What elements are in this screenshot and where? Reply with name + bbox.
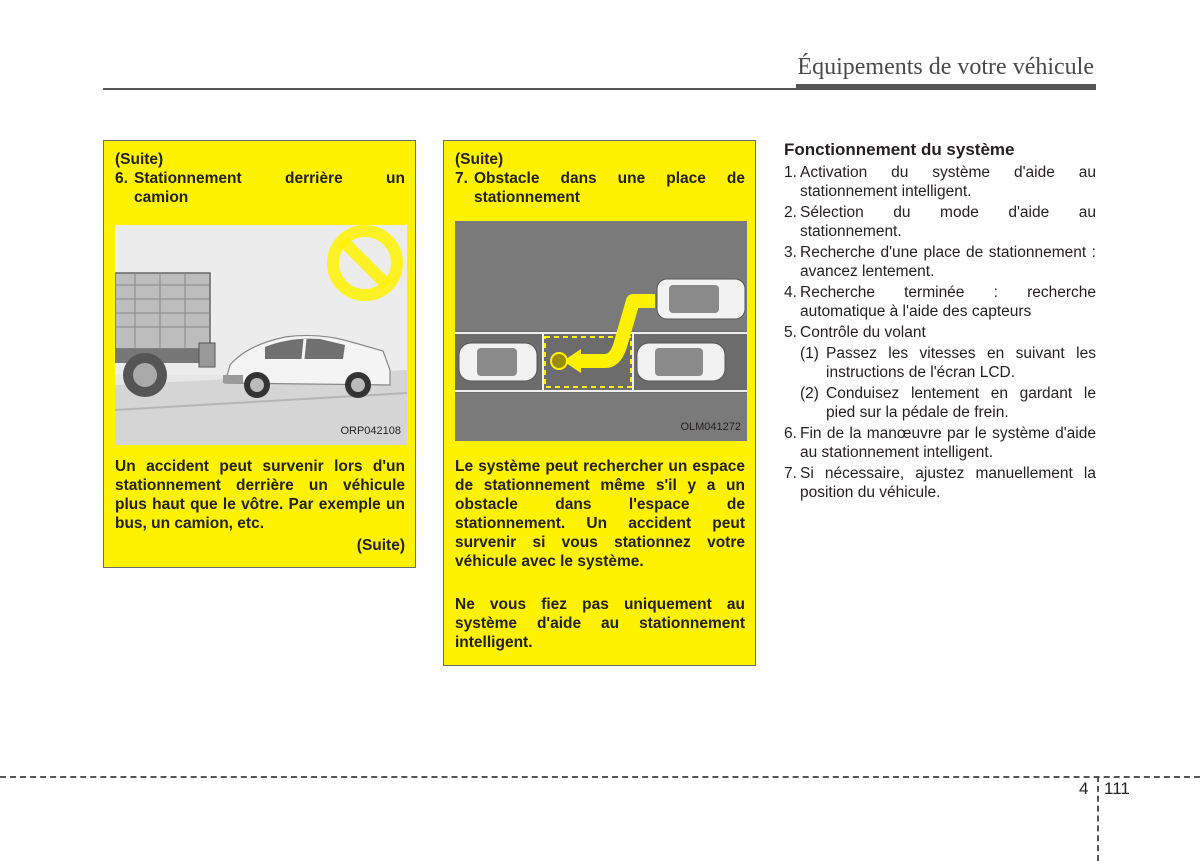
footer-divider (1097, 776, 1099, 861)
box1-suite-bottom: (Suite) (356, 537, 405, 554)
step-item (784, 163, 1096, 201)
obstacle-parking-illustration (455, 221, 747, 441)
figure-code: ORP042108 (340, 425, 401, 437)
step-item-number: 2. (784, 204, 797, 221)
box1-item-line1: Stationnement derrière un (134, 170, 405, 187)
substep-item-number: (1) (800, 345, 819, 362)
box1-suite-top: (Suite) (115, 151, 164, 168)
system-operation-section (784, 140, 1096, 504)
step-item-number: 1. (784, 164, 797, 181)
footer-rule (0, 776, 1200, 778)
step-item (784, 283, 1096, 321)
step-item-text: Si nécessaire, ajustez manuellement la position du véhicule. (800, 465, 1096, 501)
step-item (784, 243, 1096, 281)
step-item-number: 6. (784, 425, 797, 442)
step-item (784, 323, 1096, 342)
warning-box-truck (103, 140, 416, 568)
steps-list-continued (784, 424, 1096, 502)
substep-item-number: (2) (800, 385, 819, 402)
step-item (784, 464, 1096, 502)
box1-warning-text: Un accident peut survenir lors d'un stationnement derrière un véhicule plus haut que le vôtre. Par exemple un bus, un camion, etc. (115, 458, 405, 532)
steps-list (784, 163, 1096, 342)
step-item-text: Recherche terminée : recherche automatique à l'aide des capteurs (800, 284, 1096, 320)
substep-item (784, 384, 1096, 422)
box2-item-line1: Obstacle dans une place de (474, 170, 745, 187)
page-header-title: Équipements de votre véhicule (797, 54, 1094, 80)
box2-warning-text: Le système peut rechercher un espace de stationnement même s'il y a un obstacle dans l'espace de stationnement. Un accident peut survenir si vous stationnez votre véhicule avec le système. (455, 458, 745, 570)
step-item-text: Fin de la manœuvre par le système d'aide au stationnement intelligent. (800, 425, 1096, 461)
box2-item-title (455, 169, 745, 188)
step-item-number: 5. (784, 324, 797, 341)
step-item-text: Activation du système d'aide au stationnement intelligent. (800, 164, 1096, 200)
box2-warning-text-2: Ne vous fiez pas uniquement au système d'aide au stationnement intelligent. (455, 596, 745, 651)
step-item-text: Contrôle du volant (800, 324, 926, 341)
step-item-number: 3. (784, 244, 797, 261)
step-item (784, 203, 1096, 241)
box1-item-line2: camion (134, 189, 189, 206)
header-rule-accent (796, 84, 1096, 90)
step-item-text: Recherche d'une place de stationnement : avancez lentement. (800, 244, 1096, 280)
box2-suite-top: (Suite) (455, 151, 504, 168)
chapter-number: 4 (1079, 779, 1089, 798)
figure-code: OLM041272 (680, 421, 741, 433)
step-item-number: 4. (784, 284, 797, 301)
box2-item-number: 7. (455, 170, 468, 187)
substep-item-text: Conduisez lentement en gardant le pied sur la pédale de frein. (826, 385, 1096, 421)
section-heading: Fonctionnement du système (784, 140, 1015, 159)
box1-heading (115, 150, 405, 207)
substep-item (784, 344, 1096, 382)
step-item-text: Sélection du mode d'aide au stationnement. (800, 204, 1096, 240)
page-number: 111 (1104, 779, 1130, 798)
box2-heading (455, 150, 745, 207)
box2-item-line2: stationnement (474, 189, 580, 206)
substep-item-text: Passez les vitesses en suivant les instructions de l'écran LCD. (826, 345, 1096, 381)
step-item-number: 7. (784, 465, 797, 482)
box1-item-title (115, 169, 405, 188)
box1-item-number: 6. (115, 170, 128, 187)
substeps-list (784, 344, 1096, 422)
step-item (784, 424, 1096, 462)
truck-parking-illustration (115, 225, 407, 445)
warning-box-obstacle (443, 140, 756, 666)
